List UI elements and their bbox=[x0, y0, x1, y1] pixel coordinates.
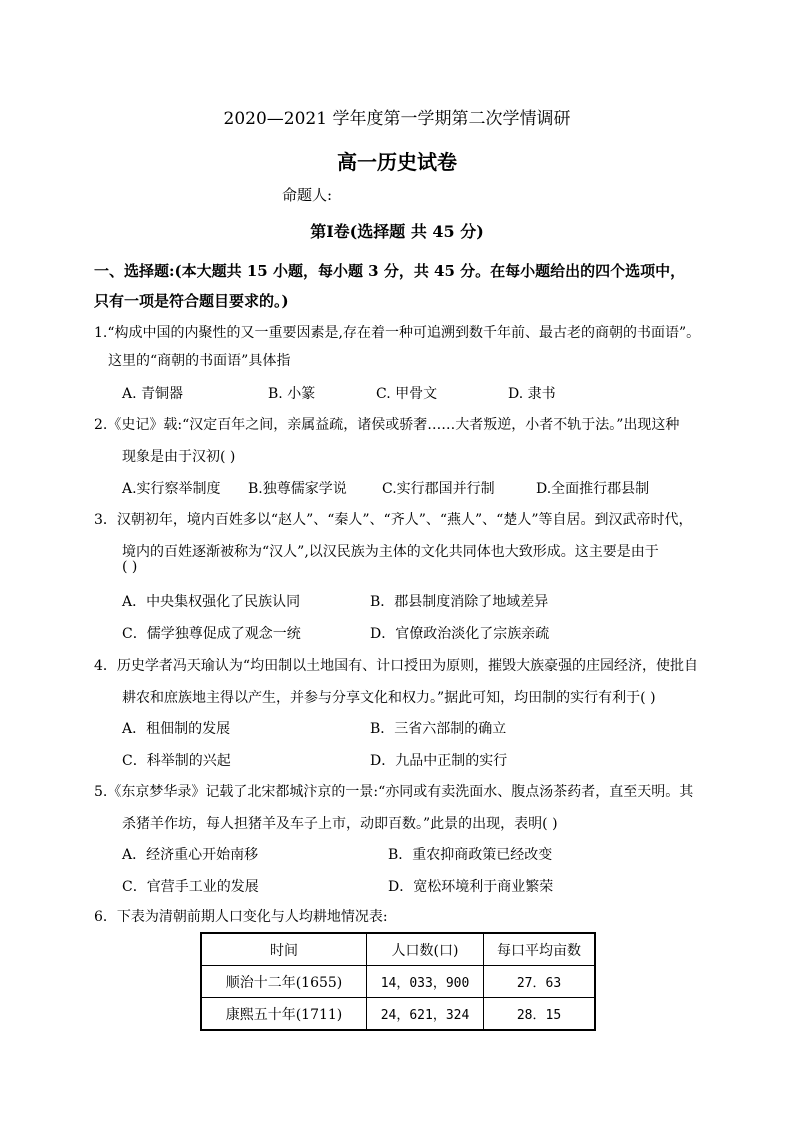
question-5-option-d: D．宽松环境利于商业繁荣 bbox=[388, 879, 554, 895]
author-label: 命题人: bbox=[282, 186, 333, 204]
question-3-option-b: B．郡县制度消除了地域差异 bbox=[370, 594, 549, 610]
question-2-option-b: B.独尊儒家学说 bbox=[248, 481, 347, 497]
question-2-line-2: 现象是由于汉初( ) bbox=[122, 449, 236, 465]
question-1-option-d: D. 隶书 bbox=[508, 386, 556, 402]
table-header-cell: 时间 bbox=[201, 933, 367, 966]
question-4-option-a: A．租佃制的发展 bbox=[122, 721, 231, 737]
question-1-option-b: B. 小篆 bbox=[268, 386, 316, 402]
question-3-line-2: 境内的百姓逐渐被称为“汉人”,以汉民族为主体的文化共同体也大致形成。这主要是由于 bbox=[122, 544, 659, 560]
question-5-line-1: 5.《东京梦华录》记载了北宋都城汴京的一景:“亦同或有卖洗面水、腹点汤茶药者，直至天明。其 bbox=[94, 784, 694, 800]
table-cell: 顺治十二年(1655) bbox=[201, 966, 367, 998]
question-2-line-1: 2.《史记》载:“汉定百年之间，亲属益疏，诸侯或骄奢……大者叛逆，小者不轨于法。”出现这种 bbox=[94, 417, 680, 433]
exam-subject-title: 高一历史试卷 bbox=[337, 150, 457, 174]
question-1-option-a: A. 青铜器 bbox=[122, 386, 184, 402]
table-row bbox=[201, 998, 595, 1031]
table-cell: 27．63 bbox=[484, 966, 596, 998]
section-instructions-line1: 一、选择题:(本大题共 15 小题，每小题 3 分，共 45 分。在每小题给出的四个选项中， bbox=[94, 262, 686, 280]
part-title: 第Ⅰ卷(选择题 共 45 分) bbox=[310, 222, 484, 241]
question-4-line-1: 4．历史学者冯天瑜认为“均田制以土地国有、计口授田为原则，摧毁大族豪强的庄园经济，使批自 bbox=[94, 658, 699, 674]
question-5-line-2: 杀猪羊作坊，每人担猪羊及车子上市，动即百数。”此景的出现，表明( ) bbox=[122, 816, 558, 832]
question-5-option-a: A．经济重心开始南移 bbox=[122, 847, 259, 863]
question-1-line-2: 这里的“商朝的书面语”具体指 bbox=[108, 353, 291, 369]
table-header-cell: 每口平均亩数 bbox=[484, 933, 596, 966]
table-cell: 康熙五十年(1711) bbox=[201, 998, 367, 1031]
question-2-option-d: D.全面推行郡县制 bbox=[536, 481, 650, 497]
question-3-option-d: D．官僚政治淡化了宗族亲疏 bbox=[370, 626, 550, 642]
table-row bbox=[201, 966, 595, 998]
question-3-option-c: C．儒学独尊促成了观念一统 bbox=[122, 626, 301, 642]
question-5-option-c: C．官营手工业的发展 bbox=[122, 879, 259, 895]
exam-title: 2020—2021 学年度第一学期第二次学情调研 bbox=[223, 109, 571, 129]
table-cell: 28．15 bbox=[484, 998, 596, 1031]
table-header-row bbox=[201, 933, 595, 966]
population-table bbox=[200, 932, 596, 1031]
question-2-option-a: A.实行察举制度 bbox=[122, 481, 221, 497]
question-4-option-b: B．三省六部制的确立 bbox=[370, 721, 507, 737]
section-instructions-line2: 只有一项是符合题目要求的。) bbox=[94, 292, 289, 310]
question-3-line-1: 3．汉朝初年，境内百姓多以“赵人”、“秦人”、“齐人”、“燕人”、“楚人”等自居。到汉武帝时代， bbox=[94, 512, 693, 528]
question-3-line-3: ( ) bbox=[122, 559, 138, 575]
table-cell: 24，621，324 bbox=[367, 998, 484, 1031]
question-1-line-1: 1.“构成中国的内聚性的又一重要因素是,存在着一种可追溯到数千年前、最古老的商朝的书面语”。 bbox=[94, 325, 701, 341]
question-2-option-c: C.实行郡国并行制 bbox=[382, 481, 495, 497]
table-header-cell: 人口数(口) bbox=[367, 933, 484, 966]
question-4-option-c: C．科举制的兴起 bbox=[122, 753, 231, 769]
question-4-option-d: D．九品中正制的实行 bbox=[370, 753, 508, 769]
table-cell: 14，033，900 bbox=[367, 966, 484, 998]
question-3-option-a: A．中央集权强化了民族认同 bbox=[122, 594, 301, 610]
question-5-option-b: B．重农抑商政策已经改变 bbox=[388, 847, 553, 863]
question-1-option-c: C. 甲骨文 bbox=[376, 386, 438, 402]
question-4-line-2: 耕农和庶族地主得以产生，并参与分享文化和权力。”据此可知，均田制的实行有利于( ) bbox=[122, 690, 656, 706]
question-6-line-1: 6．下表为清朝前期人口变化与人均耕地情况表: bbox=[94, 909, 388, 925]
